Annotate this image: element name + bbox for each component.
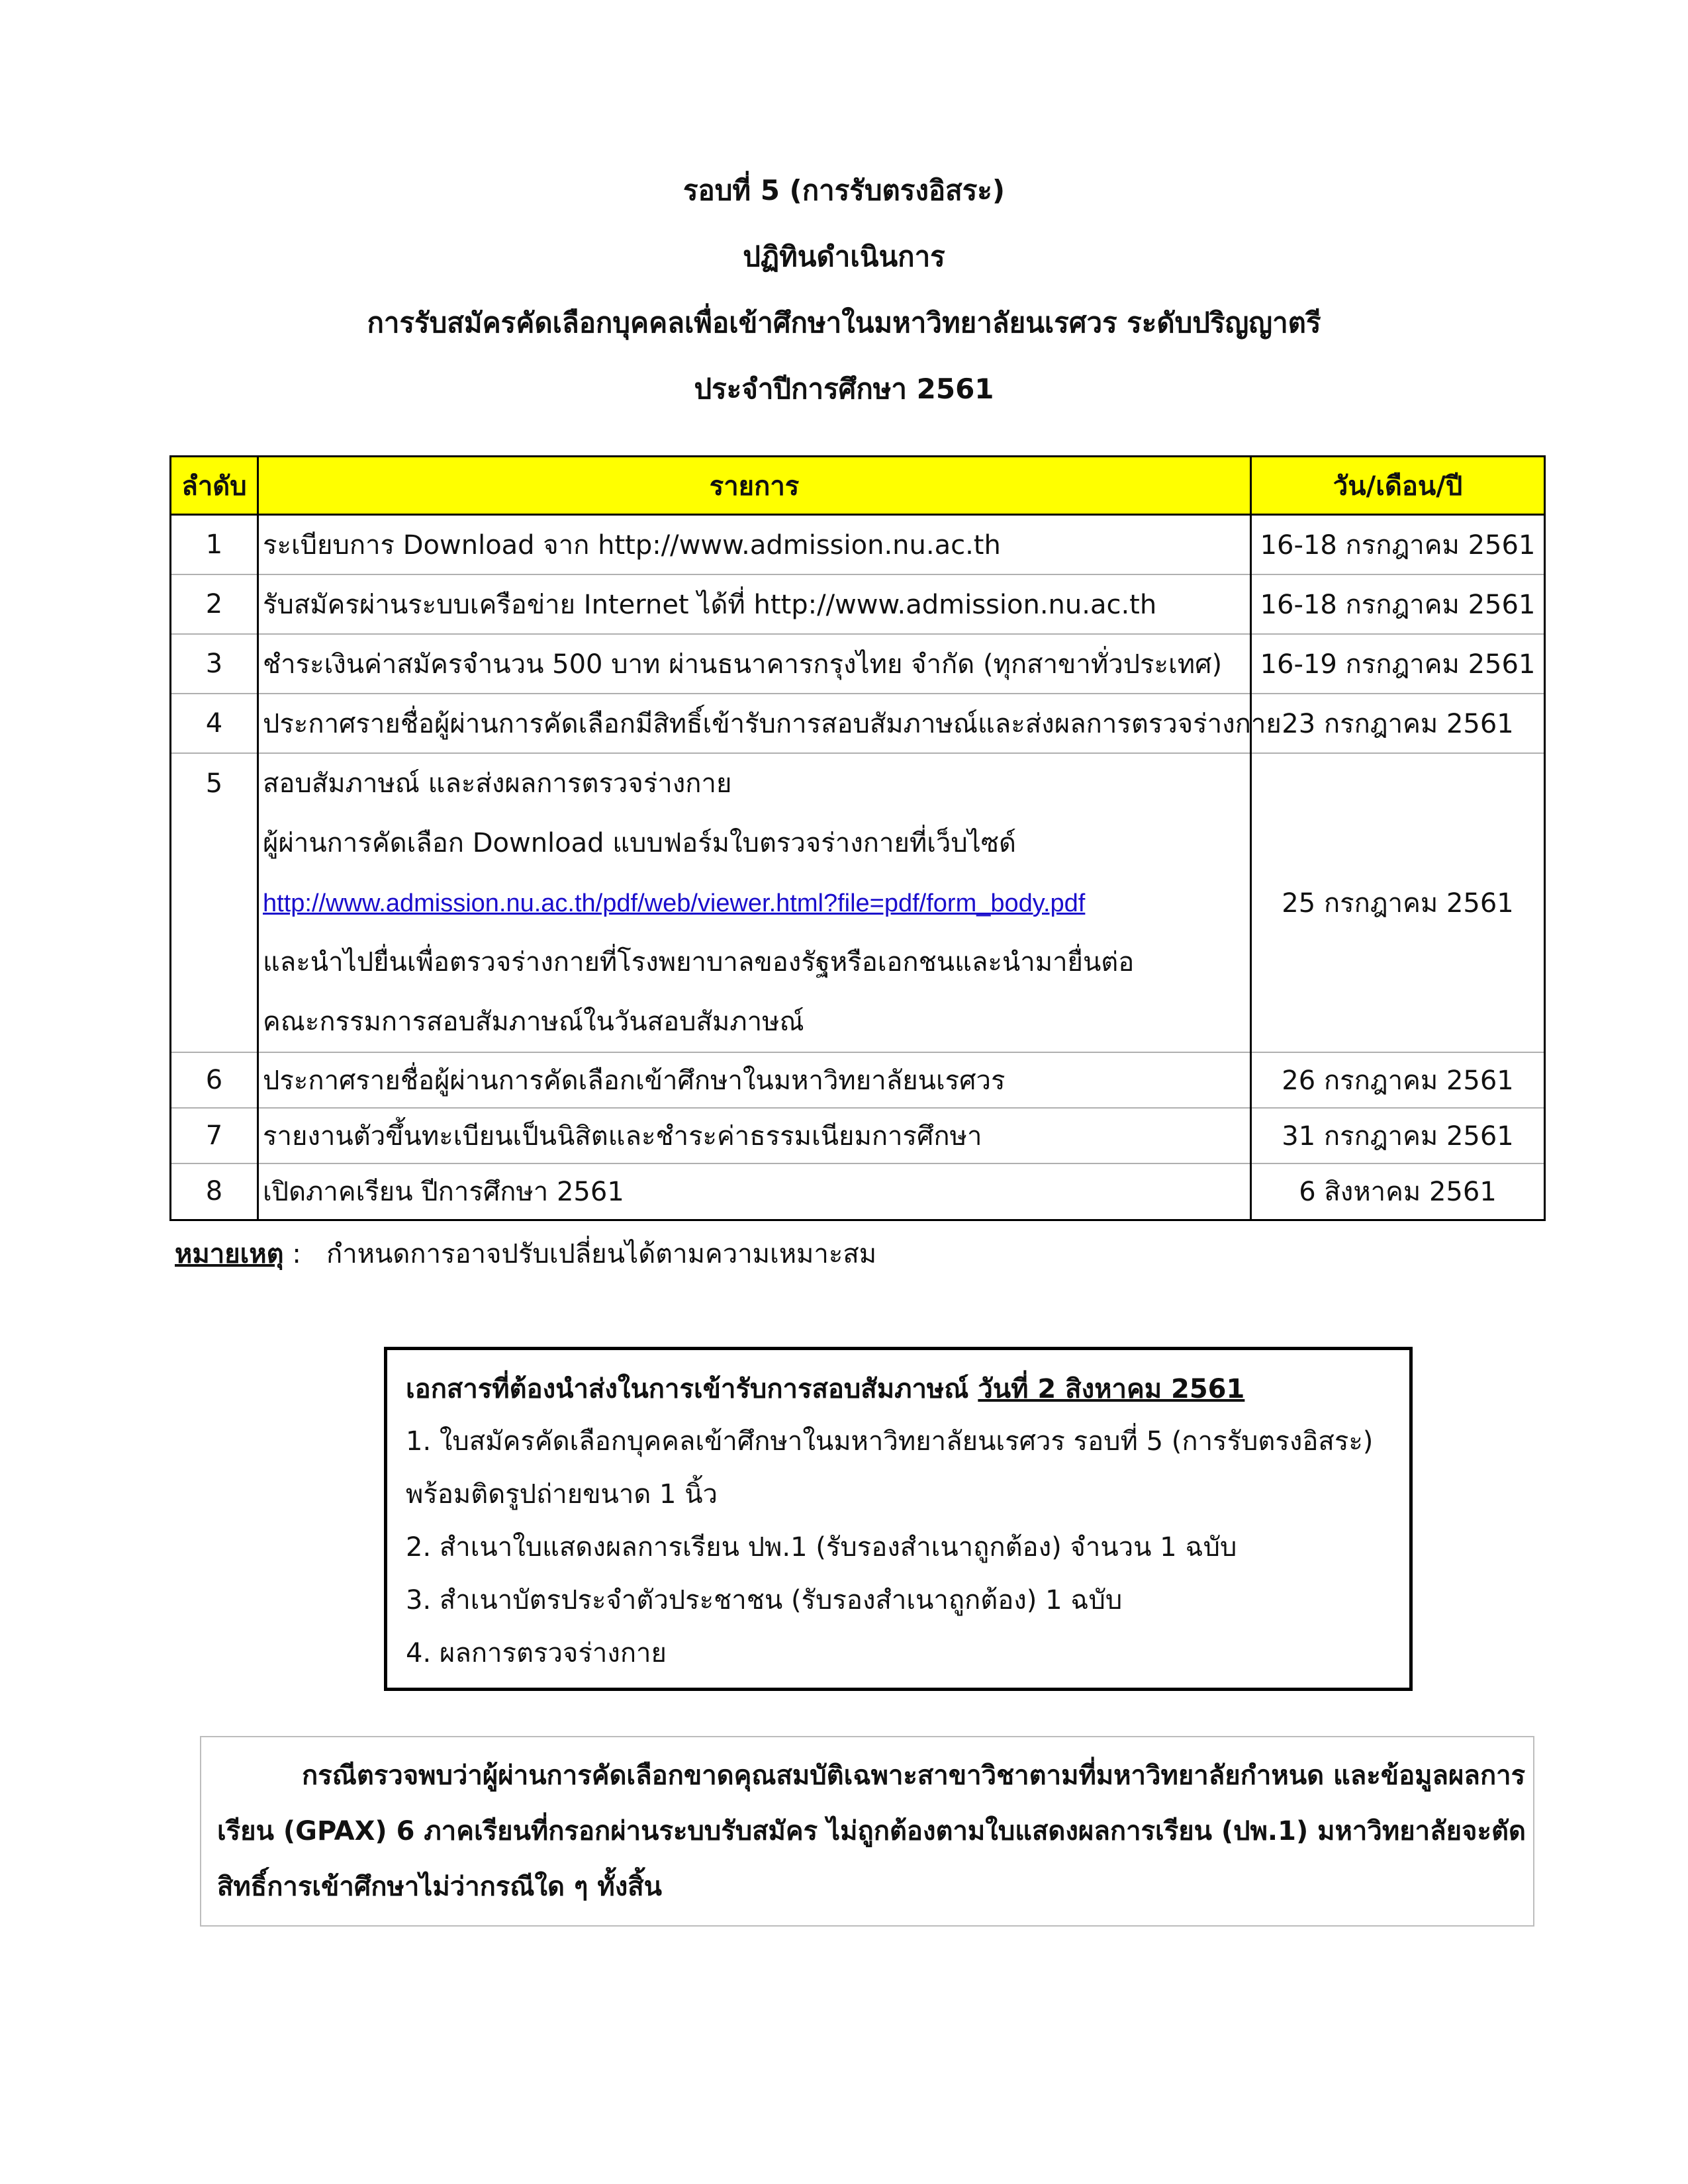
form-body-link[interactable]: http://www.admission.nu.ac.th/pdf/web/viewer.html?file=pdf/form_body.pdf (263, 889, 1086, 917)
row-date: 16-18 กรกฎาคม 2561 (1251, 515, 1545, 574)
header-item: รายการ (258, 457, 1251, 515)
notice-line: สิทธิ์การเข้าศึกษาไม่ว่ากรณีใด ๆ ทั้งสิ้น (217, 1872, 662, 1902)
remark-label: หมายเหตุ (175, 1239, 284, 1269)
table-row (171, 574, 1545, 634)
row-item-line: สอบสัมภาษณ์ และส่งผลการตรวจร่างกาย (263, 768, 732, 799)
row-date: 25 กรกฎาคม 2561 (1251, 753, 1545, 1052)
academic-year-title: ประจำปีการศึกษา 2561 (694, 373, 994, 405)
row-item: ชำระเงินค่าสมัครจำนวน 500 บาท ผ่านธนาคารกรุงไทย จำกัด (ทุกสาขาทั่วประเทศ) (258, 634, 1251, 694)
row-date: 6 สิงหาคม 2561 (1251, 1163, 1545, 1220)
row-no: 1 (171, 515, 258, 574)
row-item: รับสมัครผ่านระบบเครือข่าย Internet ได้ที่ http://www.admission.nu.ac.th (258, 574, 1251, 634)
row-no: 6 (171, 1052, 258, 1108)
row-item-line: คณะกรรมการสอบสัมภาษณ์ในวันสอบสัมภาษณ์ (263, 1006, 804, 1037)
table-row (171, 753, 1545, 1052)
remark-text: กำหนดการอาจปรับเปลี่ยนได้ตามความเหมาะสม (326, 1239, 877, 1269)
documents-heading-date: วันที่ 2 สิงหาคม 2561 (978, 1374, 1245, 1404)
admission-title: การรับสมัครคัดเลือกบุคคลเพื่อเข้าศึกษาในมหาวิทยาลัยนเรศวร ระดับปริญญาตรี (367, 306, 1321, 339)
row-date: 26 กรกฎาคม 2561 (1251, 1052, 1545, 1108)
table-header-row (171, 457, 1545, 515)
table-row (171, 1163, 1545, 1220)
row-no-text: 5 (205, 768, 223, 799)
round-title: รอบที่ 5 (การรับตรงอิสระ) (682, 174, 1006, 206)
notice-line: เรียน (GPAX) 6 ภาคเรียนที่กรอกผ่านระบบรับสมัคร ไม่ถูกต้องตามใบแสดงผลการเรียน (ปพ.1) มหาวิทยาลัยจะตัด (217, 1816, 1526, 1846)
header-no: ลำดับ (171, 457, 258, 515)
schedule-table (169, 455, 1546, 1221)
table-row (171, 634, 1545, 694)
required-documents-box (384, 1347, 1413, 1691)
row-no: 2 (171, 574, 258, 634)
notice-line: กรณีตรวจพบว่าผู้ผ่านการคัดเลือกขาดคุณสมบัติเฉพาะสาขาวิชาตามที่มหาวิทยาลัยกำหนด และข้อมูลผลการ (302, 1760, 1526, 1791)
calendar-title: ปฏิทินดำเนินการ (743, 240, 945, 273)
row-date: 23 กรกฎาคม 2561 (1251, 694, 1545, 753)
row-no: 3 (171, 634, 258, 694)
row-item: ระเบียบการ Download จาก http://www.admission.nu.ac.th (258, 515, 1251, 574)
document-item: 3. สำเนาบัตรประจำตัวประชาชน (รับรองสำเนาถูกต้อง) 1 ฉบับ (406, 1585, 1123, 1615)
document-item: 4. ผลการตรวจร่างกาย (406, 1638, 667, 1668)
row-date: 16-19 กรกฎาคม 2561 (1251, 634, 1545, 694)
row-item-line: และนำไปยื่นเพื่อตรวจร่างกายที่โรงพยาบาลของรัฐหรือเอกชนและนำมายื่นต่อ (263, 946, 1135, 978)
row-no: 4 (171, 694, 258, 753)
row-item: เปิดภาคเรียน ปีการศึกษา 2561 (258, 1163, 1251, 1220)
row-item-line: ผู้ผ่านการคัดเลือก Download แบบฟอร์มใบตรวจร่างกายที่เว็บไซด์ (263, 827, 1017, 858)
row-item: ประกาศรายชื่อผู้ผ่านการคัดเลือกมีสิทธิ์เข้ารับการสอบสัมภาษณ์และส่งผลการตรวจร่างกาย (258, 694, 1251, 753)
row-item (258, 753, 1251, 1052)
page-titles (0, 158, 1688, 422)
row-no: 7 (171, 1108, 258, 1163)
row-item: ประกาศรายชื่อผู้ผ่านการคัดเลือกเข้าศึกษาในมหาวิทยาลัยนเรศวร (258, 1052, 1251, 1108)
remark (175, 1232, 876, 1275)
document-item: 2. สำเนาใบแสดงผลการเรียน ปพ.1 (รับรองสำเนาถูกต้อง) จำนวน 1 ฉบับ (406, 1532, 1237, 1563)
remark-separator: : (283, 1239, 326, 1269)
row-date: 31 กรกฎาคม 2561 (1251, 1108, 1545, 1163)
header-date: วัน/เดือน/ปี (1251, 457, 1545, 515)
row-date: 16-18 กรกฎาคม 2561 (1251, 574, 1545, 634)
row-item: รายงานตัวขึ้นทะเบียนเป็นนิสิตและชำระค่าธรรมเนียมการศึกษา (258, 1108, 1251, 1163)
table-row (171, 1052, 1545, 1108)
row-no: 8 (171, 1163, 258, 1220)
documents-heading-text: เอกสารที่ต้องนำส่งในการเข้ารับการสอบสัมภาษณ์ (406, 1374, 978, 1404)
table-row (171, 694, 1545, 753)
document-item: 1. ใบสมัครคัดเลือกบุคคลเข้าศึกษาในมหาวิทยาลัยนเรศวร รอบที่ 5 (การรับตรงอิสระ) (406, 1426, 1374, 1457)
row-no (171, 753, 258, 1052)
disqualification-notice (200, 1736, 1534, 1927)
document-item: พร้อมติดรูปถ่ายขนาด 1 นิ้ว (406, 1479, 718, 1510)
table-row (171, 515, 1545, 574)
documents-heading (406, 1363, 1409, 1415)
table-row (171, 1108, 1545, 1163)
